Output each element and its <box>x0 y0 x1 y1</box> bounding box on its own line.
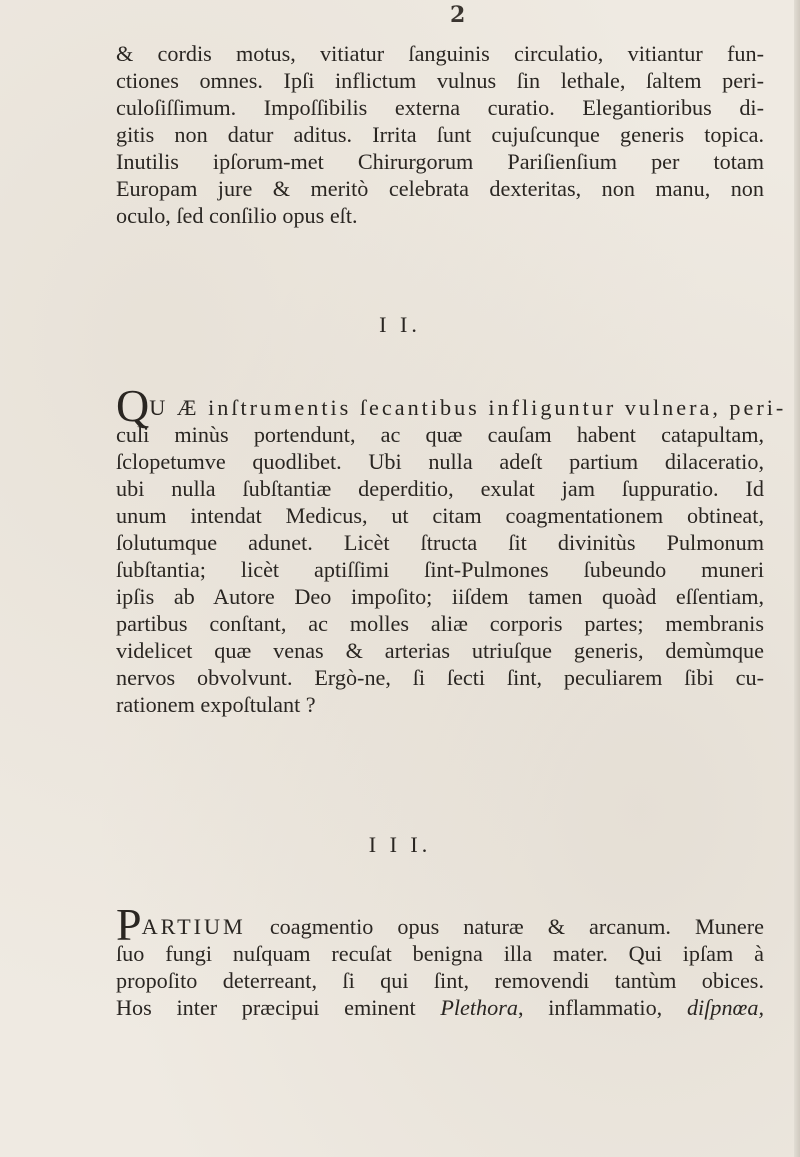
paragraph-1 <box>116 40 764 229</box>
text-line-first <box>116 380 787 431</box>
dropcap: P <box>116 899 142 950</box>
text-line: ſclopetumve quodlibet. Ubi nulla adeſt partium dilaceratio, <box>116 449 764 474</box>
caps-word: ARTIUM <box>141 914 246 939</box>
paragraph-2 <box>116 380 787 718</box>
paragraph-3 <box>116 899 764 1021</box>
text-line: Europam jure & meritò celebrata dexteritas, non manu, non <box>116 176 764 201</box>
text-line: ſubſtantia; licèt aptiſſimi ſint-Pulmones ſubeundo muneri <box>116 557 764 582</box>
text-line-first <box>116 899 764 950</box>
text-line: ſolutumque adunet. Licèt ſtructa ſit divinitùs Pulmonum <box>116 530 764 555</box>
page-mark: 2 <box>450 2 466 28</box>
text-line: oculo, ſed conſilio opus eſt. <box>116 203 358 228</box>
dropcap: Q <box>116 380 150 431</box>
text-line: Inutilis ipſorum-met Chirurgorum Pariſienſium per totam <box>116 149 764 174</box>
text-line: & cordis motus, vitiatur ſanguinis circulatio, vitiantur fun- <box>116 41 764 66</box>
text-span: , inflammatio, <box>517 995 687 1020</box>
italic-term: diſpnœa, <box>686 995 764 1020</box>
italic-term: Plethora <box>440 995 518 1020</box>
text-line-last <box>116 994 764 1021</box>
text-line: nervos obvolvunt. Ergò-ne, ſi ſecti ſint, peculiarem ſibi cu- <box>116 665 764 690</box>
text-line: ſuo fungi nuſquam recuſat benigna illa mater. Qui ipſam à <box>116 941 764 966</box>
text-line: culoſiſſimum. Impoſſibilis externa curatio. Elegantioribus di- <box>116 95 764 120</box>
page-edge <box>794 0 800 1157</box>
text-line: ubi nulla ſubſtantiæ deperditio, exulat jam ſuppuratio. Id <box>116 476 764 501</box>
text-line: ipſis ab Autore Deo impoſito; iiſdem tamen quoàd eſſentiam, <box>116 584 764 609</box>
section-heading-3: I I I. <box>368 832 432 857</box>
text-line: partibus conſtant, ac molles aliæ corporis partes; membranis <box>116 611 764 636</box>
text-line-rest: U Æ inſtrumentis ſecantibus infliguntur vulnera, peri- <box>149 395 787 420</box>
text-span: Hos inter præcipui eminent <box>116 995 441 1020</box>
text-line: rationem expoſtulant ? <box>116 692 316 717</box>
section-heading-2: I I. <box>379 312 421 337</box>
text-line: propoſito deterreant, ſi qui ſint, removendi tantùm obices. <box>116 968 764 993</box>
text-line: unum intendat Medicus, ut citam coagmentationem obtineat, <box>116 503 764 528</box>
text-line: ctiones omnes. Ipſi inflictum vulnus ſin lethale, ſaltem peri- <box>116 68 764 93</box>
text-line: culi minùs portendunt, ac quæ cauſam habent catapultam, <box>116 422 764 447</box>
text-line: gitis non datur aditus. Irrita ſunt cujuſcunque generis topica. <box>116 122 764 147</box>
text-line: videlicet quæ venas & arterias utriuſque generis, demùmque <box>116 638 764 663</box>
text-line-rest: coagmentio opus naturæ & arcanum. Munere <box>245 914 764 939</box>
